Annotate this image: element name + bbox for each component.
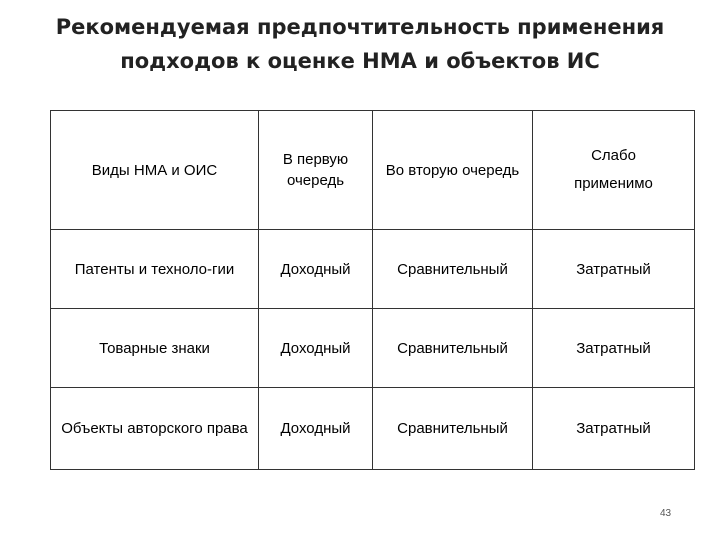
slide-title-line-2: подходов к оценке НМА и объектов ИС — [120, 49, 600, 73]
cell-type: Патенты и техноло-гии — [51, 230, 259, 309]
table-header-row — [51, 111, 695, 230]
page-number: 43 — [660, 508, 672, 519]
header-first-priority — [259, 111, 373, 230]
cell-type: Объекты авторского права — [51, 388, 259, 470]
header-weak-line-1: Слабо — [591, 147, 636, 164]
header-first-line-2: очередь — [286, 172, 345, 189]
cell-weak: Затратный — [533, 388, 695, 470]
cell-first: Доходный — [259, 388, 373, 470]
cell-first: Доходный — [259, 309, 373, 388]
table-row — [51, 388, 695, 470]
header-weak-line-2: применимо — [574, 175, 653, 192]
header-second-priority — [373, 111, 533, 230]
cell-weak: Затратный — [533, 230, 695, 309]
cell-weak: Затратный — [533, 309, 695, 388]
cell-second: Сравнительный — [373, 230, 533, 309]
header-first-line-1: В первую — [282, 151, 349, 168]
header-second-label: Во вторую очередь — [385, 161, 520, 179]
approaches-table — [50, 110, 695, 470]
header-types-label: Виды НМА и ОИС — [91, 161, 218, 179]
table-row — [51, 230, 695, 309]
header-weakly-applicable — [533, 111, 695, 230]
cell-second: Сравнительный — [373, 309, 533, 388]
cell-first: Доходный — [259, 230, 373, 309]
cell-second: Сравнительный — [373, 388, 533, 470]
table-row — [51, 309, 695, 388]
cell-type: Товарные знаки — [51, 309, 259, 388]
slide-title — [0, 10, 720, 78]
header-types — [51, 111, 259, 230]
slide-title-line-1: Рекомендуемая предпочтительность применения — [55, 15, 665, 39]
